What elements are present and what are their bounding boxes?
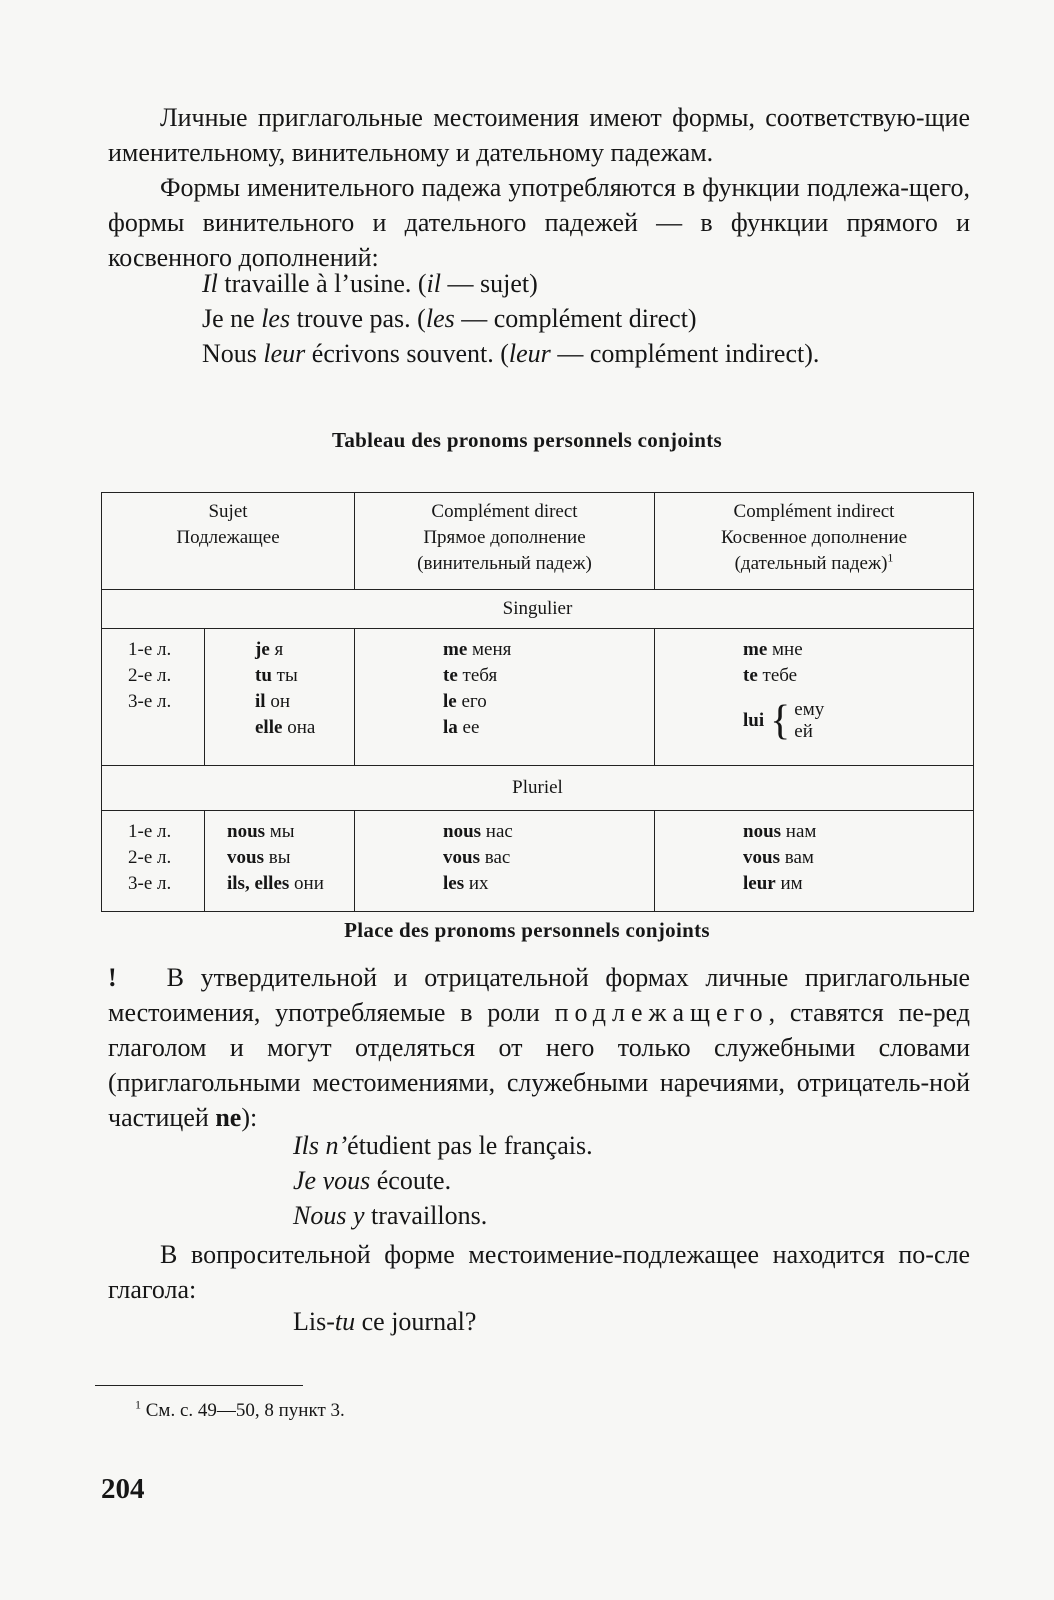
header-indirect: Complément indirect Косвенное дополнение (дательный падеж)$^1$: [655, 493, 974, 590]
section-plural: Pluriel: [102, 766, 974, 811]
examples-block-1: [202, 266, 819, 371]
exclamation-mark: !: [108, 963, 117, 992]
intro-paragraph-2: Формы именительного падежа употребляются в функции подлежа-щего, формы винительного и дательного падежей — в функции прямого и косвенного дополнений:: [108, 173, 970, 272]
direct-cell: nous нас vous вас les их: [355, 811, 655, 912]
header-subject: Sujet Подлежащее: [102, 493, 355, 590]
question-example: Lis-tu ce journal?: [293, 1307, 477, 1336]
direct-cell: me меня te тебя le его la ее: [355, 629, 655, 766]
example-line: Nous leur écrivons souvent. (leur — complément indirect).: [202, 339, 820, 368]
lui-brace-group: lui { ему ей: [743, 698, 825, 744]
section-singular: Singulier: [102, 590, 974, 629]
intro-paragraph-1: Личные приглагольные местоимения имеют формы, соответствую-щие именительному, винительному и дательному падежам.: [108, 103, 970, 167]
question-paragraph: В вопросительной форме местоимение-подлежащее находится по-сле глагола:: [108, 1240, 970, 1304]
subject-cell: nous мы vous вы ils, elles они: [205, 811, 355, 912]
section-title-place: Place des pronoms personnels conjoints: [344, 918, 710, 942]
indirect-cell: me мне te тебе lui { ему ей: [655, 629, 974, 766]
brace-icon: {: [770, 698, 791, 744]
footnote-divider: [95, 1385, 303, 1386]
example-line: Nous y travaillons.: [293, 1201, 488, 1230]
table-header-row: [102, 493, 974, 590]
example-line: Je ne les trouve pas. (les — complément direct): [202, 304, 697, 333]
footnote: $^1$ См. с. 49—50, 8 пункт 3.: [135, 1397, 345, 1421]
place-paragraph: ! В утвердительной и отрицательной формах личные приглагольные местоимения, употребляемые в роли подлежащего, ставятся пе-ред глаголом и могут отделяться от него только служебными словами (приглагольными местоимениями, служебными наречиями, отрицатель-ной частицей ne):: [108, 963, 970, 1132]
example-line: Je vous écoute.: [293, 1166, 452, 1195]
header-direct: Complément direct Прямое дополнение (винительный падеж): [355, 493, 655, 590]
persons-cell: 1-е л. 2-е л. 3-е л.: [102, 629, 205, 766]
table-title: Tableau des pronoms personnels conjoints: [331, 428, 723, 452]
table-row-plural: [102, 811, 974, 912]
persons-cell: 1-е л. 2-е л. 3-е л.: [102, 811, 205, 912]
examples-block-2: [293, 1128, 593, 1233]
example-line: Ils n’étudient pas le français.: [293, 1131, 593, 1160]
page-number: 204: [101, 1473, 145, 1505]
indirect-cell: nous нам vous вам leur им: [655, 811, 974, 912]
example-line: Il travaille à l’usine. (il — sujet): [202, 269, 538, 298]
subject-cell: je я tu ты il он elle она: [205, 629, 355, 766]
table-row-singular: [102, 629, 974, 766]
pronoun-table: [101, 492, 974, 912]
